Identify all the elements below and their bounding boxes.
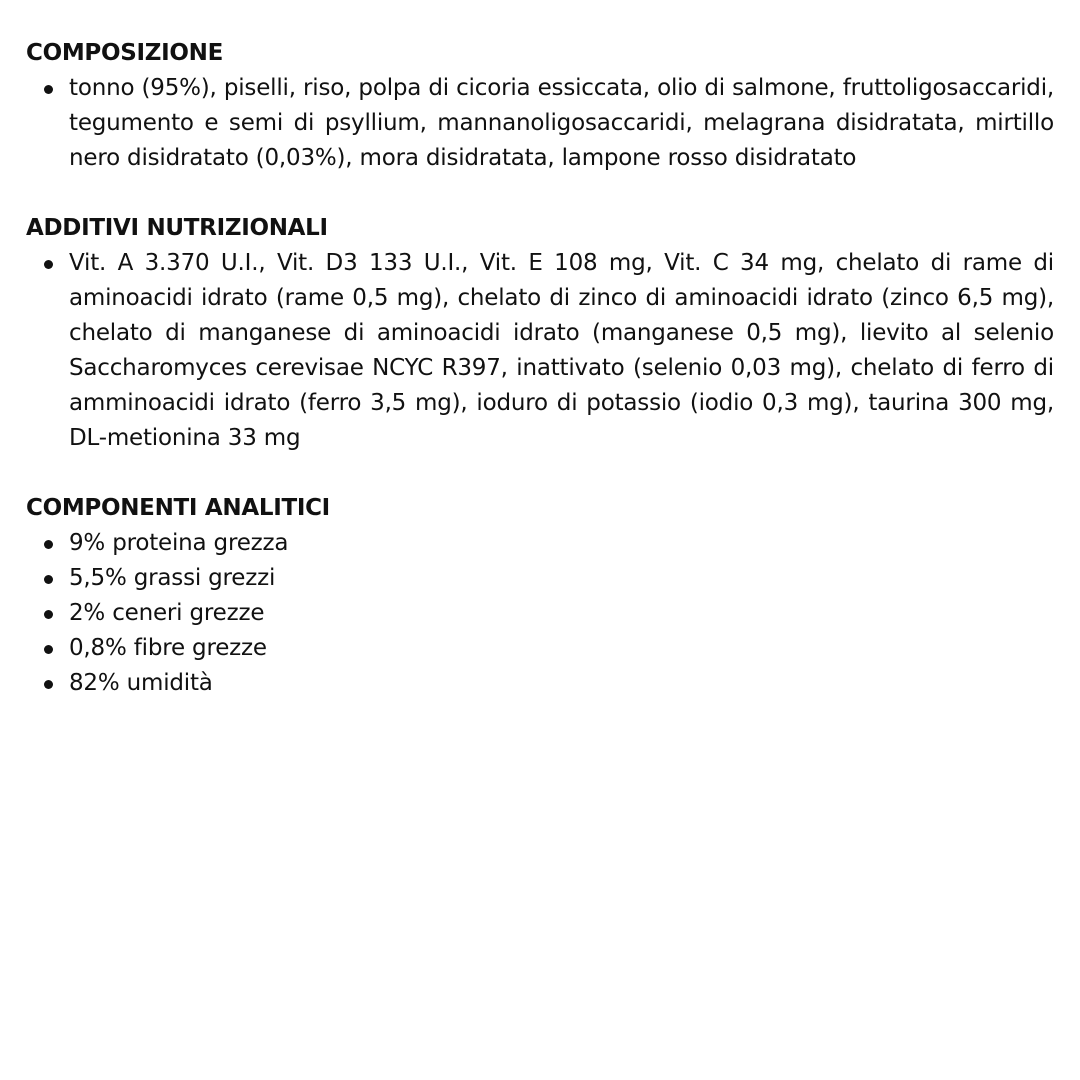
- bullet-icon: [44, 645, 53, 654]
- componenti-section: [26, 491, 1054, 701]
- componenti-item-text: 82% umidità: [69, 670, 213, 696]
- list-item: [26, 666, 1054, 701]
- bullet-icon: [44, 260, 53, 269]
- bullet-icon: [44, 85, 53, 94]
- bullet-icon: [44, 540, 53, 549]
- componenti-item-text: 0,8% fibre grezze: [69, 635, 267, 661]
- list-item: [26, 71, 1054, 176]
- componenti-item-text: 9% proteina grezza: [69, 530, 289, 556]
- document-page: [26, 36, 1054, 736]
- list-item: [26, 596, 1054, 631]
- list-item: [26, 561, 1054, 596]
- list-item: [26, 526, 1054, 561]
- componenti-title: COMPONENTI ANALITICI: [26, 495, 330, 521]
- bullet-icon: [44, 680, 53, 689]
- additivi-text: Vit. A 3.370 U.I., Vit. D3 133 U.I., Vit. E 108 mg, Vit. C 34 mg, chelato di rame di aminoacidi idrato (rame 0,5 mg), chelato di zinco di aminoacidi idrato (zinco 6,5 mg), chelato di manganese di aminoacidi idrato (manganese 0,5 mg), lievito al selenio Saccharomyces cerevisae NCYC R397, inattivato (selenio 0,03 mg), chelato di ferro di amminoacidi idrato (ferro 3,5 mg), ioduro di potassio (iodio 0,3 mg), taurina 300 mg, DL-metionina 33 mg: [69, 250, 1054, 451]
- list-item: [26, 631, 1054, 666]
- list-item: [26, 246, 1054, 456]
- bullet-icon: [44, 575, 53, 584]
- composizione-section: [26, 36, 1054, 176]
- componenti-item-text: 5,5% grassi grezzi: [69, 565, 276, 591]
- composizione-text: tonno (95%), piselli, riso, polpa di cicoria essiccata, olio di salmone, fruttoligosaccaridi, tegumento e semi di psyllium, mannanoligosaccaridi, melagrana disidratata, mirtillo nero disidratato (0,03%), mora disidratata, lampone rosso disidratato: [69, 75, 1054, 171]
- componenti-list: [26, 526, 1054, 701]
- additivi-title: ADDITIVI NUTRIZIONALI: [26, 215, 328, 241]
- composizione-list: [26, 71, 1054, 176]
- bullet-icon: [44, 610, 53, 619]
- componenti-item-text: 2% ceneri grezze: [69, 600, 265, 626]
- additivi-section: [26, 211, 1054, 456]
- composizione-title: COMPOSIZIONE: [26, 40, 223, 66]
- additivi-list: [26, 246, 1054, 456]
